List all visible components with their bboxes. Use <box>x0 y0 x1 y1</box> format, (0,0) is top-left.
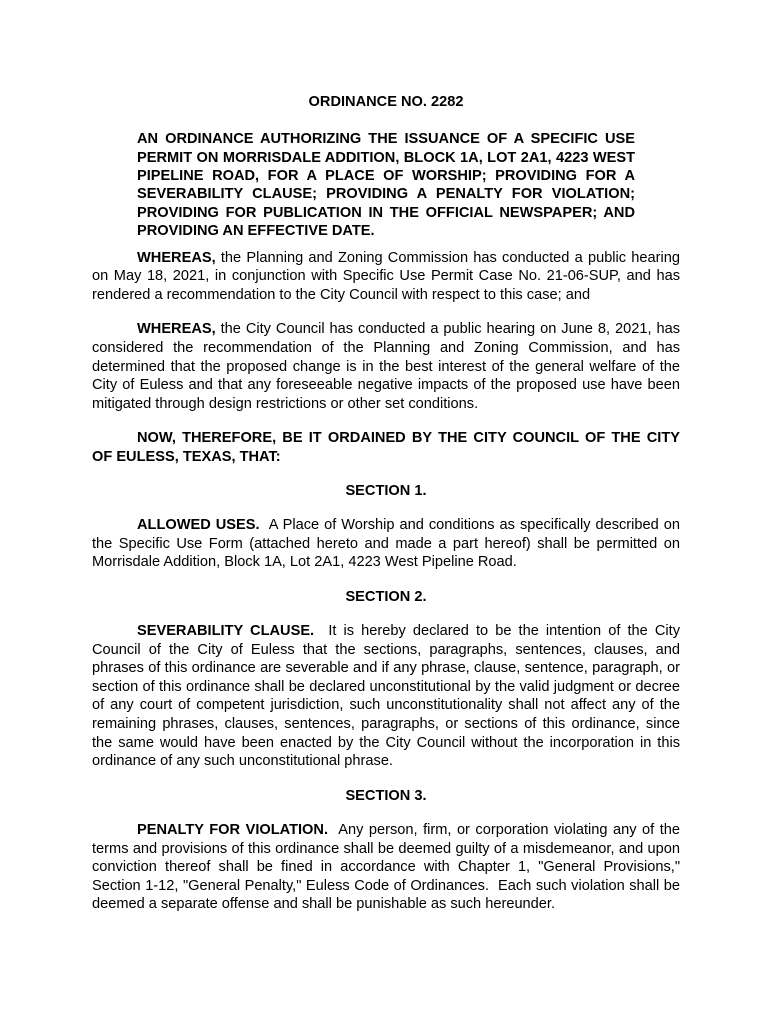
section-3-lead: PENALTY FOR VIOLATION. <box>137 821 329 838</box>
section-1-lead: ALLOWED USES. <box>137 517 260 533</box>
section-2-text: It is hereby declared to be the intention of the City Council of the City of Euless that the sections, paragraphs, sentences, clauses, and phrases of this ordinance are severable and if any phrase, clause, sentence, paragraph, or section of this ordinance shall be declared unconstitutional by the valid judgment or decree of any court of competent jurisdiction, such unconstitutionality shall not affect any of the remaining phrases, clauses, sentences, paragraphs, or sections of this ordinance, since the same would have been enacted by the City Council without the incorporation in this ordinance of any such unconstitutional phrase. <box>92 622 685 770</box>
document-page <box>92 93 685 930</box>
whereas-paragraph-2 <box>92 320 680 413</box>
whereas-paragraph-1 <box>92 249 680 305</box>
whereas-lead-1: WHEREAS, <box>137 249 216 266</box>
section-2-lead: SEVERABILITY CLAUSE. <box>137 622 315 639</box>
section-3-heading: SECTION 3. <box>345 787 427 804</box>
section-2-paragraph <box>92 622 685 771</box>
section-3-paragraph <box>92 821 685 914</box>
section-3-text: Any person, firm, or corporation violating any of the terms and provisions of this ordinance shall be deemed guilty of a misdemeanor, and upon conviction thereof shall be fined in accordance with Chapter 1, "General Provisions," Section 1-12, "General Penalty," Euless Code of Ordinances. Each such violation shall be deemed a separate offense and shall be punishable as such hereunder. <box>92 821 685 913</box>
whereas-text-2: the City Council has conducted a public hearing on June 8, 2021, has considered the recommendation of the Planning and Zoning Commission, and has determined that the proposed change is in the best interest of the general welfare of the City of Euless and that any foreseeable negative impacts of the proposed use have been mitigated through design restrictions or other set conditions. <box>92 321 680 412</box>
section-1-text: A Place of Worship and conditions as specifically described on the Specific Use Form (attached hereto and made a part hereof) shall be permitted on Morrisdale Addition, Block 1A, Lot 2A1, 4223 West Pipeline Road. <box>92 517 685 571</box>
ordinance-caption: AN ORDINANCE AUTHORIZING THE ISSUANCE OF A SPECIFIC USE PERMIT ON MORRISDALE ADDITION, BLOCK 1A, LOT 2A1, 4223 WEST PIPELINE ROAD, FOR A PLACE OF WORSHIP; PROVIDING FOR A SEVERABILITY CLAUSE; PROVIDING A PENALTY FOR VIOLATION; PROVIDING FOR PUBLICATION IN THE OFFICIAL NEWSPAPER; AND PROVIDING AN EFFECTIVE DATE. <box>137 131 635 240</box>
section-1-paragraph <box>92 516 685 572</box>
ordaining-clause: NOW, THEREFORE, BE IT ORDAINED BY THE CITY COUNCIL OF THE CITY OF EULESS, TEXAS, THAT: <box>92 430 680 465</box>
whereas-lead-2: WHEREAS, <box>137 321 216 338</box>
ordinance-title: ORDINANCE NO. 2282 <box>308 94 464 110</box>
whereas-text-1: the Planning and Zoning Commission has conducted a public hearing on May 18, 2021, in conjunction with Specific Use Permit Case No. 21-06-SUP, and has rendered a recommendation to the City Council with respect to this case; and <box>92 249 680 303</box>
section-1-heading: SECTION 1. <box>345 482 427 499</box>
section-2-heading: SECTION 2. <box>345 588 427 605</box>
